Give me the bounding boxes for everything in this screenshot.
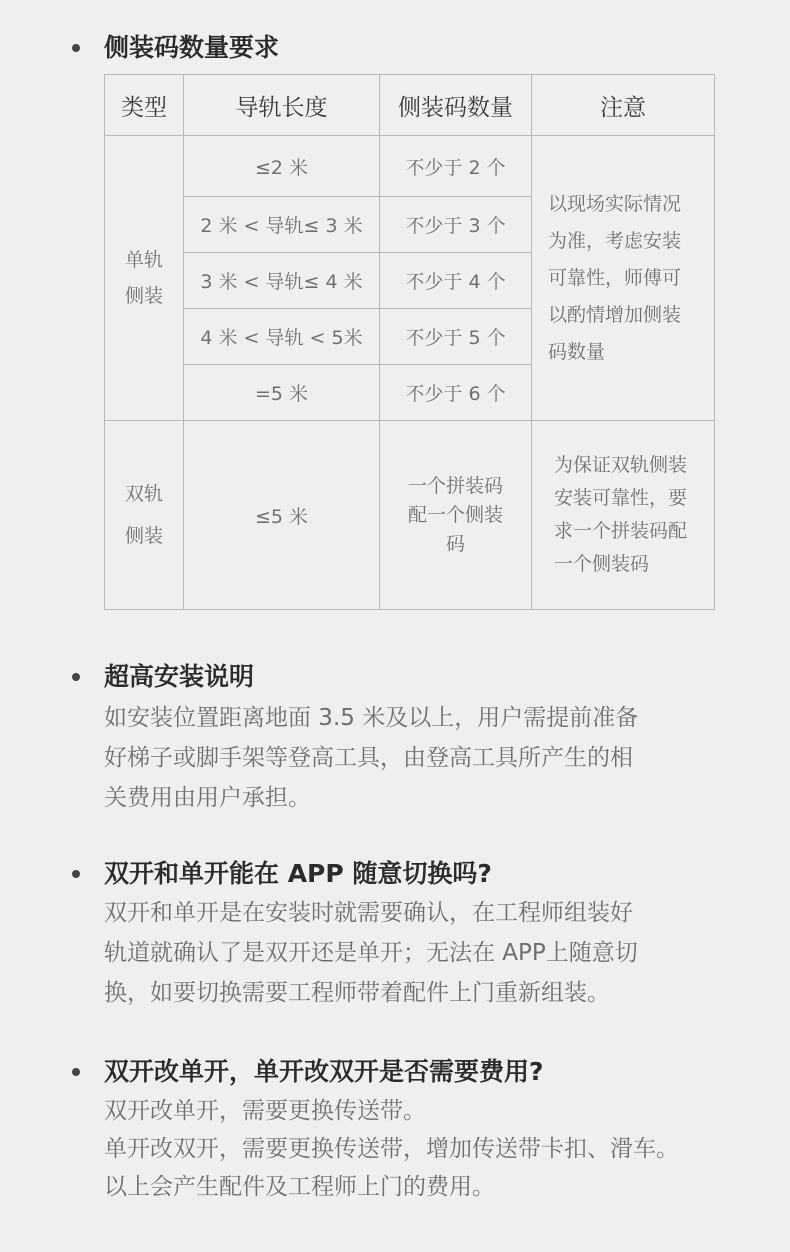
length-cell: 2 米 < 导轨≤ 3 米	[184, 197, 380, 253]
header-length: 导轨长度	[184, 75, 380, 136]
body-line: 双开改单开，需要更换传送带。	[104, 1098, 426, 1124]
type-single: 单轨 侧装	[105, 136, 184, 421]
body-line: 以上会产生配件及工程师上门的费用。	[104, 1174, 495, 1200]
count-cell: 不少于 2 个	[380, 136, 532, 197]
length-cell: =5 米	[184, 365, 380, 421]
bullet-icon	[72, 870, 80, 878]
body-line: 关费用由用户承担。	[104, 785, 311, 811]
section-body	[104, 1092, 744, 1206]
count-cell: 不少于 6 个	[380, 365, 532, 421]
bullet-icon	[72, 673, 80, 681]
section-title: 双开和单开能在 APP 随意切换吗?	[104, 859, 492, 888]
section-title: 双开改单开，单开改双开是否需要费用?	[104, 1057, 544, 1086]
body-line: 换，如要切换需要工程师带着配件上门重新组装。	[104, 980, 610, 1006]
count-cell: 不少于 5 个	[380, 309, 532, 365]
body-line: 单开改双开，需要更换传送带，增加传送带卡扣、滑车。	[104, 1136, 679, 1162]
table-row	[105, 136, 715, 197]
note-double: 为保证双轨侧装安装可靠性，要求一个拼装码配一个侧装码	[532, 421, 715, 610]
length-cell: 4 米 < 导轨 < 5米	[184, 309, 380, 365]
type-double: 双轨 侧装	[105, 421, 184, 610]
body-line: 轨道就确认了是双开还是单开；无法在 APP上随意切	[104, 940, 638, 966]
count-cell: 不少于 4 个	[380, 253, 532, 309]
count-cell: 不少于 3 个	[380, 197, 532, 253]
length-cell: 3 米 < 导轨≤ 4 米	[184, 253, 380, 309]
table-header-row	[105, 75, 715, 136]
section-body	[104, 893, 744, 1013]
header-count: 侧装码数量	[380, 75, 532, 136]
header-type: 类型	[105, 75, 184, 136]
body-line: 好梯子或脚手架等登高工具，由登高工具所产生的相	[104, 745, 633, 771]
header-note: 注意	[532, 75, 715, 136]
length-cell: ≤2 米	[184, 136, 380, 197]
note-single: 以现场实际情况为准，考虑安装可靠性，师傅可以酌情增加侧装码数量	[532, 136, 715, 421]
bullet-icon	[72, 44, 80, 52]
bullet-icon	[72, 1068, 80, 1076]
requirement-table	[104, 74, 715, 610]
section-title: 侧装码数量要求	[104, 33, 280, 62]
section-body	[104, 698, 744, 818]
count-cell: 一个拼装码配一个侧装码	[380, 421, 532, 610]
length-cell: ≤5 米	[184, 421, 380, 610]
body-line: 双开和单开是在安装时就需要确认，在工程师组装好	[104, 900, 633, 926]
section-title: 超高安装说明	[104, 662, 255, 691]
table-row	[105, 421, 715, 610]
body-line: 如安装位置距离地面 3.5 米及以上，用户需提前准备	[104, 705, 639, 731]
